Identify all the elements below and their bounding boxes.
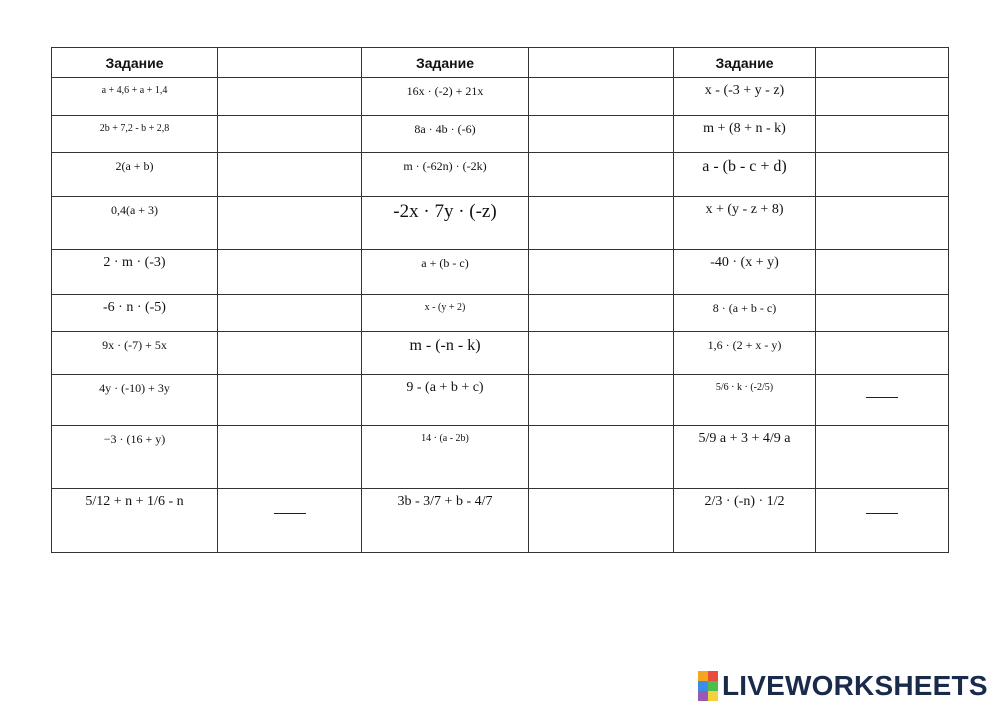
answer-cell[interactable] [218, 332, 362, 375]
task-cell [674, 250, 816, 295]
task-cell [52, 116, 218, 153]
answer-cell[interactable] [529, 197, 674, 250]
task-cell [362, 295, 529, 332]
answer-cell[interactable] [529, 78, 674, 116]
task-expression: x - (-3 + y - z) [704, 83, 785, 98]
table-row [52, 116, 949, 153]
task-cell [362, 78, 529, 116]
task-cell [52, 295, 218, 332]
task-expression: -6 · n · (-5) [103, 300, 166, 315]
task-cell [674, 116, 816, 153]
answer-cell[interactable] [529, 426, 674, 489]
task-expression: m - (-n - k) [409, 337, 481, 354]
task-cell [362, 426, 529, 489]
table-row [52, 250, 949, 295]
logo-mark-tile [708, 681, 718, 691]
answer-cell[interactable] [529, 332, 674, 375]
task-cell [674, 197, 816, 250]
exercise-table [51, 47, 949, 553]
answer-cell[interactable] [816, 116, 949, 153]
task-cell [52, 78, 218, 116]
task-expression: 3b - 3/7 + b - 4/7 [397, 494, 493, 509]
logo-mark-tile [708, 691, 718, 701]
task-cell [362, 197, 529, 250]
logo-mark-tile [708, 671, 718, 681]
task-cell [674, 153, 816, 197]
answer-cell[interactable] [816, 332, 949, 375]
header-answer-2 [529, 48, 674, 78]
task-expression: a + 4,6 + a + 1,4 [101, 85, 168, 96]
answer-cell[interactable] [816, 426, 949, 489]
task-expression: -40 · (x + y) [710, 255, 779, 270]
task-expression: 8a · 4b · (-6) [414, 122, 476, 136]
task-expression: 4y · (-10) + 3y [99, 381, 170, 395]
task-expression: m · (-62n) · (-2k) [403, 159, 487, 173]
task-expression: 5/6 · k · (-2/5) [715, 382, 774, 393]
answer-cell[interactable] [816, 78, 949, 116]
answer-cell[interactable] [529, 250, 674, 295]
answer-cell[interactable] [816, 295, 949, 332]
answer-cell[interactable] [218, 489, 362, 553]
header-task-3: Задание [674, 48, 816, 78]
task-expression: a - (b - c + d) [702, 158, 787, 175]
answer-cell[interactable] [816, 153, 949, 197]
task-expression: -2x · 7y · (-z) [393, 201, 497, 222]
task-cell [674, 295, 816, 332]
answer-cell[interactable] [218, 116, 362, 153]
task-cell [674, 426, 816, 489]
task-cell [674, 332, 816, 375]
answer-cell[interactable] [218, 295, 362, 332]
logo-mark-tile [698, 691, 708, 701]
task-expression: 2 · m · (-3) [103, 255, 166, 270]
logo-mark-tile [698, 681, 708, 691]
task-expression: 8 · (a + b - c) [712, 301, 777, 315]
task-expression: m + (8 + n - k) [703, 121, 786, 136]
answer-blank-line[interactable] [866, 397, 898, 398]
logo-mark-tile [698, 671, 708, 681]
task-cell [362, 332, 529, 375]
answer-cell[interactable] [218, 250, 362, 295]
table-row [52, 197, 949, 250]
task-expression: 0,4(a + 3) [110, 203, 159, 217]
table-row [52, 375, 949, 426]
answer-cell[interactable] [529, 295, 674, 332]
task-expression: 2(a + b) [115, 159, 154, 173]
answer-cell[interactable] [218, 375, 362, 426]
task-cell [362, 489, 529, 553]
task-cell [52, 197, 218, 250]
answer-cell[interactable] [816, 489, 949, 553]
answer-cell[interactable] [218, 197, 362, 250]
answer-blank-line[interactable] [274, 513, 306, 514]
task-expression: x - (y + 2) [424, 302, 466, 313]
table-row [52, 78, 949, 116]
task-cell [52, 332, 218, 375]
task-cell [674, 489, 816, 553]
header-answer-1 [218, 48, 362, 78]
answer-cell[interactable] [529, 153, 674, 197]
header-task-1: Задание [52, 48, 218, 78]
task-expression: −3 · (16 + y) [103, 432, 166, 446]
task-cell [674, 375, 816, 426]
table-row [52, 153, 949, 197]
answer-blank-line[interactable] [866, 513, 898, 514]
task-cell [52, 426, 218, 489]
table-row [52, 295, 949, 332]
header-row [52, 48, 949, 78]
answer-cell[interactable] [816, 375, 949, 426]
task-cell [362, 375, 529, 426]
task-expression: 9x · (-7) + 5x [102, 338, 167, 352]
answer-cell[interactable] [218, 78, 362, 116]
task-expression: a + (b - c) [421, 256, 469, 270]
answer-cell[interactable] [816, 197, 949, 250]
task-expression: 14 · (a - 2b) [421, 433, 469, 444]
task-cell [674, 78, 816, 116]
answer-cell[interactable] [816, 250, 949, 295]
task-expression: x + (y - z + 8) [705, 202, 784, 217]
task-cell [52, 250, 218, 295]
answer-cell[interactable] [218, 426, 362, 489]
answer-cell[interactable] [529, 116, 674, 153]
task-cell [52, 153, 218, 197]
task-cell [362, 116, 529, 153]
task-expression: 2b + 7,2 - b + 2,8 [99, 123, 170, 134]
table-row [52, 426, 949, 489]
logo-text: LIVEWORKSHEETS [722, 670, 988, 701]
header-task-2: Задание [362, 48, 529, 78]
task-expression: 16x · (-2) + 21x [406, 84, 484, 98]
task-expression: 5/12 + n + 1/6 - n [85, 494, 184, 509]
task-expression: 2/3 · (-n) · 1/2 [704, 494, 785, 509]
header-answer-3 [816, 48, 949, 78]
answer-cell[interactable] [529, 489, 674, 553]
table-row [52, 489, 949, 553]
answer-cell[interactable] [218, 153, 362, 197]
table-row [52, 332, 949, 375]
task-cell [362, 153, 529, 197]
task-expression: 1,6 · (2 + x - y) [707, 338, 782, 352]
task-expression: 5/9 a + 3 + 4/9 a [698, 431, 791, 446]
task-cell [52, 489, 218, 553]
liveworksheets-logo [698, 670, 988, 702]
logo-mark-icon [698, 671, 718, 701]
task-cell [52, 375, 218, 426]
answer-cell[interactable] [529, 375, 674, 426]
task-cell [362, 250, 529, 295]
task-expression: 9 - (a + b + c) [406, 380, 484, 395]
